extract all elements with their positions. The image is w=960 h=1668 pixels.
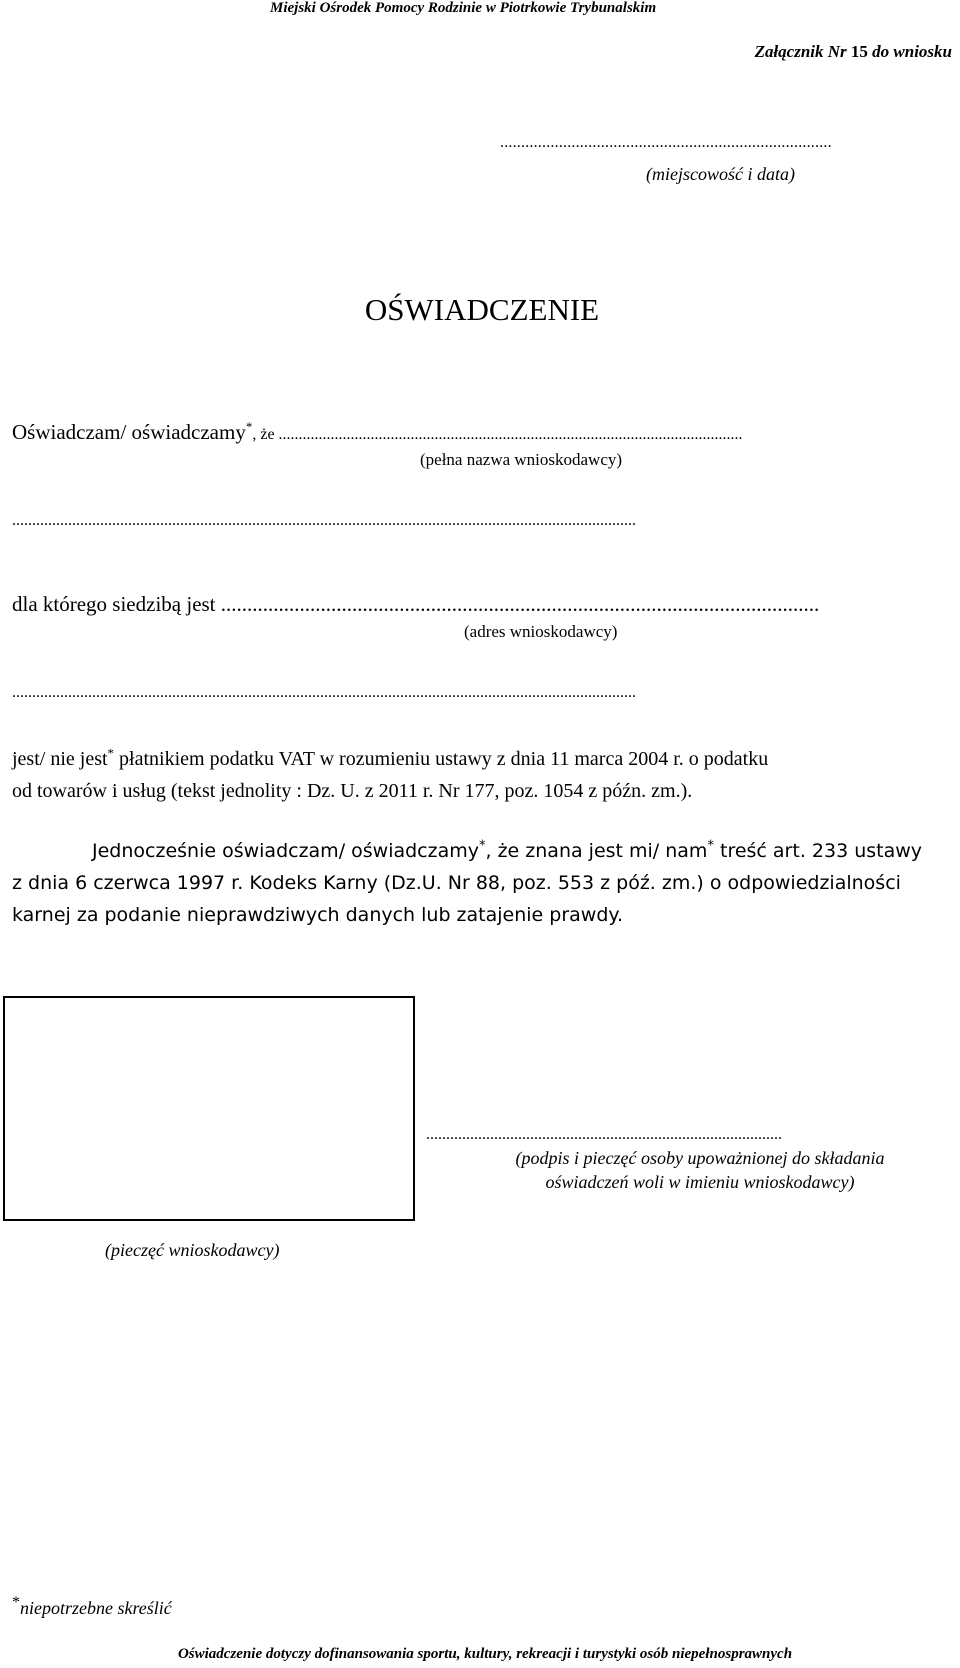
stamp-box <box>3 996 415 1221</box>
place-date-caption: (miejscowość i data) <box>646 164 795 184</box>
liability-line1 <box>92 840 922 862</box>
asterisk-mark: * <box>707 838 714 854</box>
address-caption: (adres wnioskodawcy) <box>464 622 618 641</box>
asterisk-mark: * <box>245 419 253 434</box>
stamp-caption: (pieczęć wnioskodawcy) <box>105 1240 280 1260</box>
attachment-number: 15 <box>850 42 868 61</box>
place-date-dots: ............................................................................... <box>500 134 832 151</box>
signature-dots: ......................................................................................... <box>426 1126 782 1143</box>
company-name-caption: (pełna nazwa wnioskodawcy) <box>420 450 623 469</box>
attachment-prefix: Załącznik Nr <box>754 42 851 61</box>
liability-line2: z dnia 6 czerwca 1997 r. Kodeks Karny (Dz.U. Nr 88, poz. 553 z póź. zm.) o odpowiedzialności <box>12 872 901 894</box>
liability-line3: karnej za podanie nieprawdziwych danych lub zatajenie prawdy. <box>12 904 623 926</box>
address-dots-line: ............................................................................................................................................................ <box>12 684 636 701</box>
liability-line1-start: Jednocześnie oświadczam/ oświadczamy <box>92 840 479 862</box>
liability-line1-end: treść art. 233 ustawy <box>713 840 923 862</box>
asterisk-mark: * <box>107 745 115 761</box>
signature-caption-line1: (podpis i pieczęć osoby upoważnionej do składania <box>515 1148 885 1168</box>
liability-line1-mid: , że znana jest mi/ nam <box>485 840 708 862</box>
footnote <box>12 1594 172 1619</box>
attachment-label <box>755 42 952 62</box>
seat-line <box>12 592 819 617</box>
vat-line1-start: jest/ nie jest <box>12 748 108 770</box>
vat-line1 <box>12 745 769 771</box>
document-title: OŚWIADCZENIE <box>364 292 600 327</box>
declaration-line1 <box>12 420 743 445</box>
company-name-dots-line: ............................................................................................................................................................ <box>12 512 636 529</box>
page-footer: Oświadczenie dotyczy dofinansowania sportu, kultury, rekreacji i turystyki osób niepełnosprawnych <box>177 1646 793 1662</box>
vat-line2: od towarów i usług (tekst jednolity : Dz. U. z 2011 r. Nr 177, poz. 1054 z późn. zm.). <box>12 780 693 802</box>
asterisk-mark: * <box>479 838 486 854</box>
institution-header: Miejski Ośrodek Pomocy Rodzinie w Piotrkowie Trybunalskim <box>270 0 657 16</box>
vat-line1-end: płatnikiem podatku VAT w rozumieniu ustawy z dnia 11 marca 2004 r. o podatku <box>114 748 769 770</box>
declaration-line1-start: Oświadczam/ oświadczamy <box>12 420 246 444</box>
footnote-text: niepotrzebne skreślić <box>20 1598 172 1618</box>
signature-caption-line2: oświadczeń woli w imieniu wnioskodawcy) <box>545 1172 855 1192</box>
seat-label: dla którego siedzibą jest .................................................................................................................. <box>12 592 820 616</box>
declaration-line1-end: , że .................................................................................................................... <box>252 426 743 443</box>
asterisk-mark: * <box>12 1594 20 1611</box>
attachment-suffix: do wniosku <box>867 42 952 61</box>
